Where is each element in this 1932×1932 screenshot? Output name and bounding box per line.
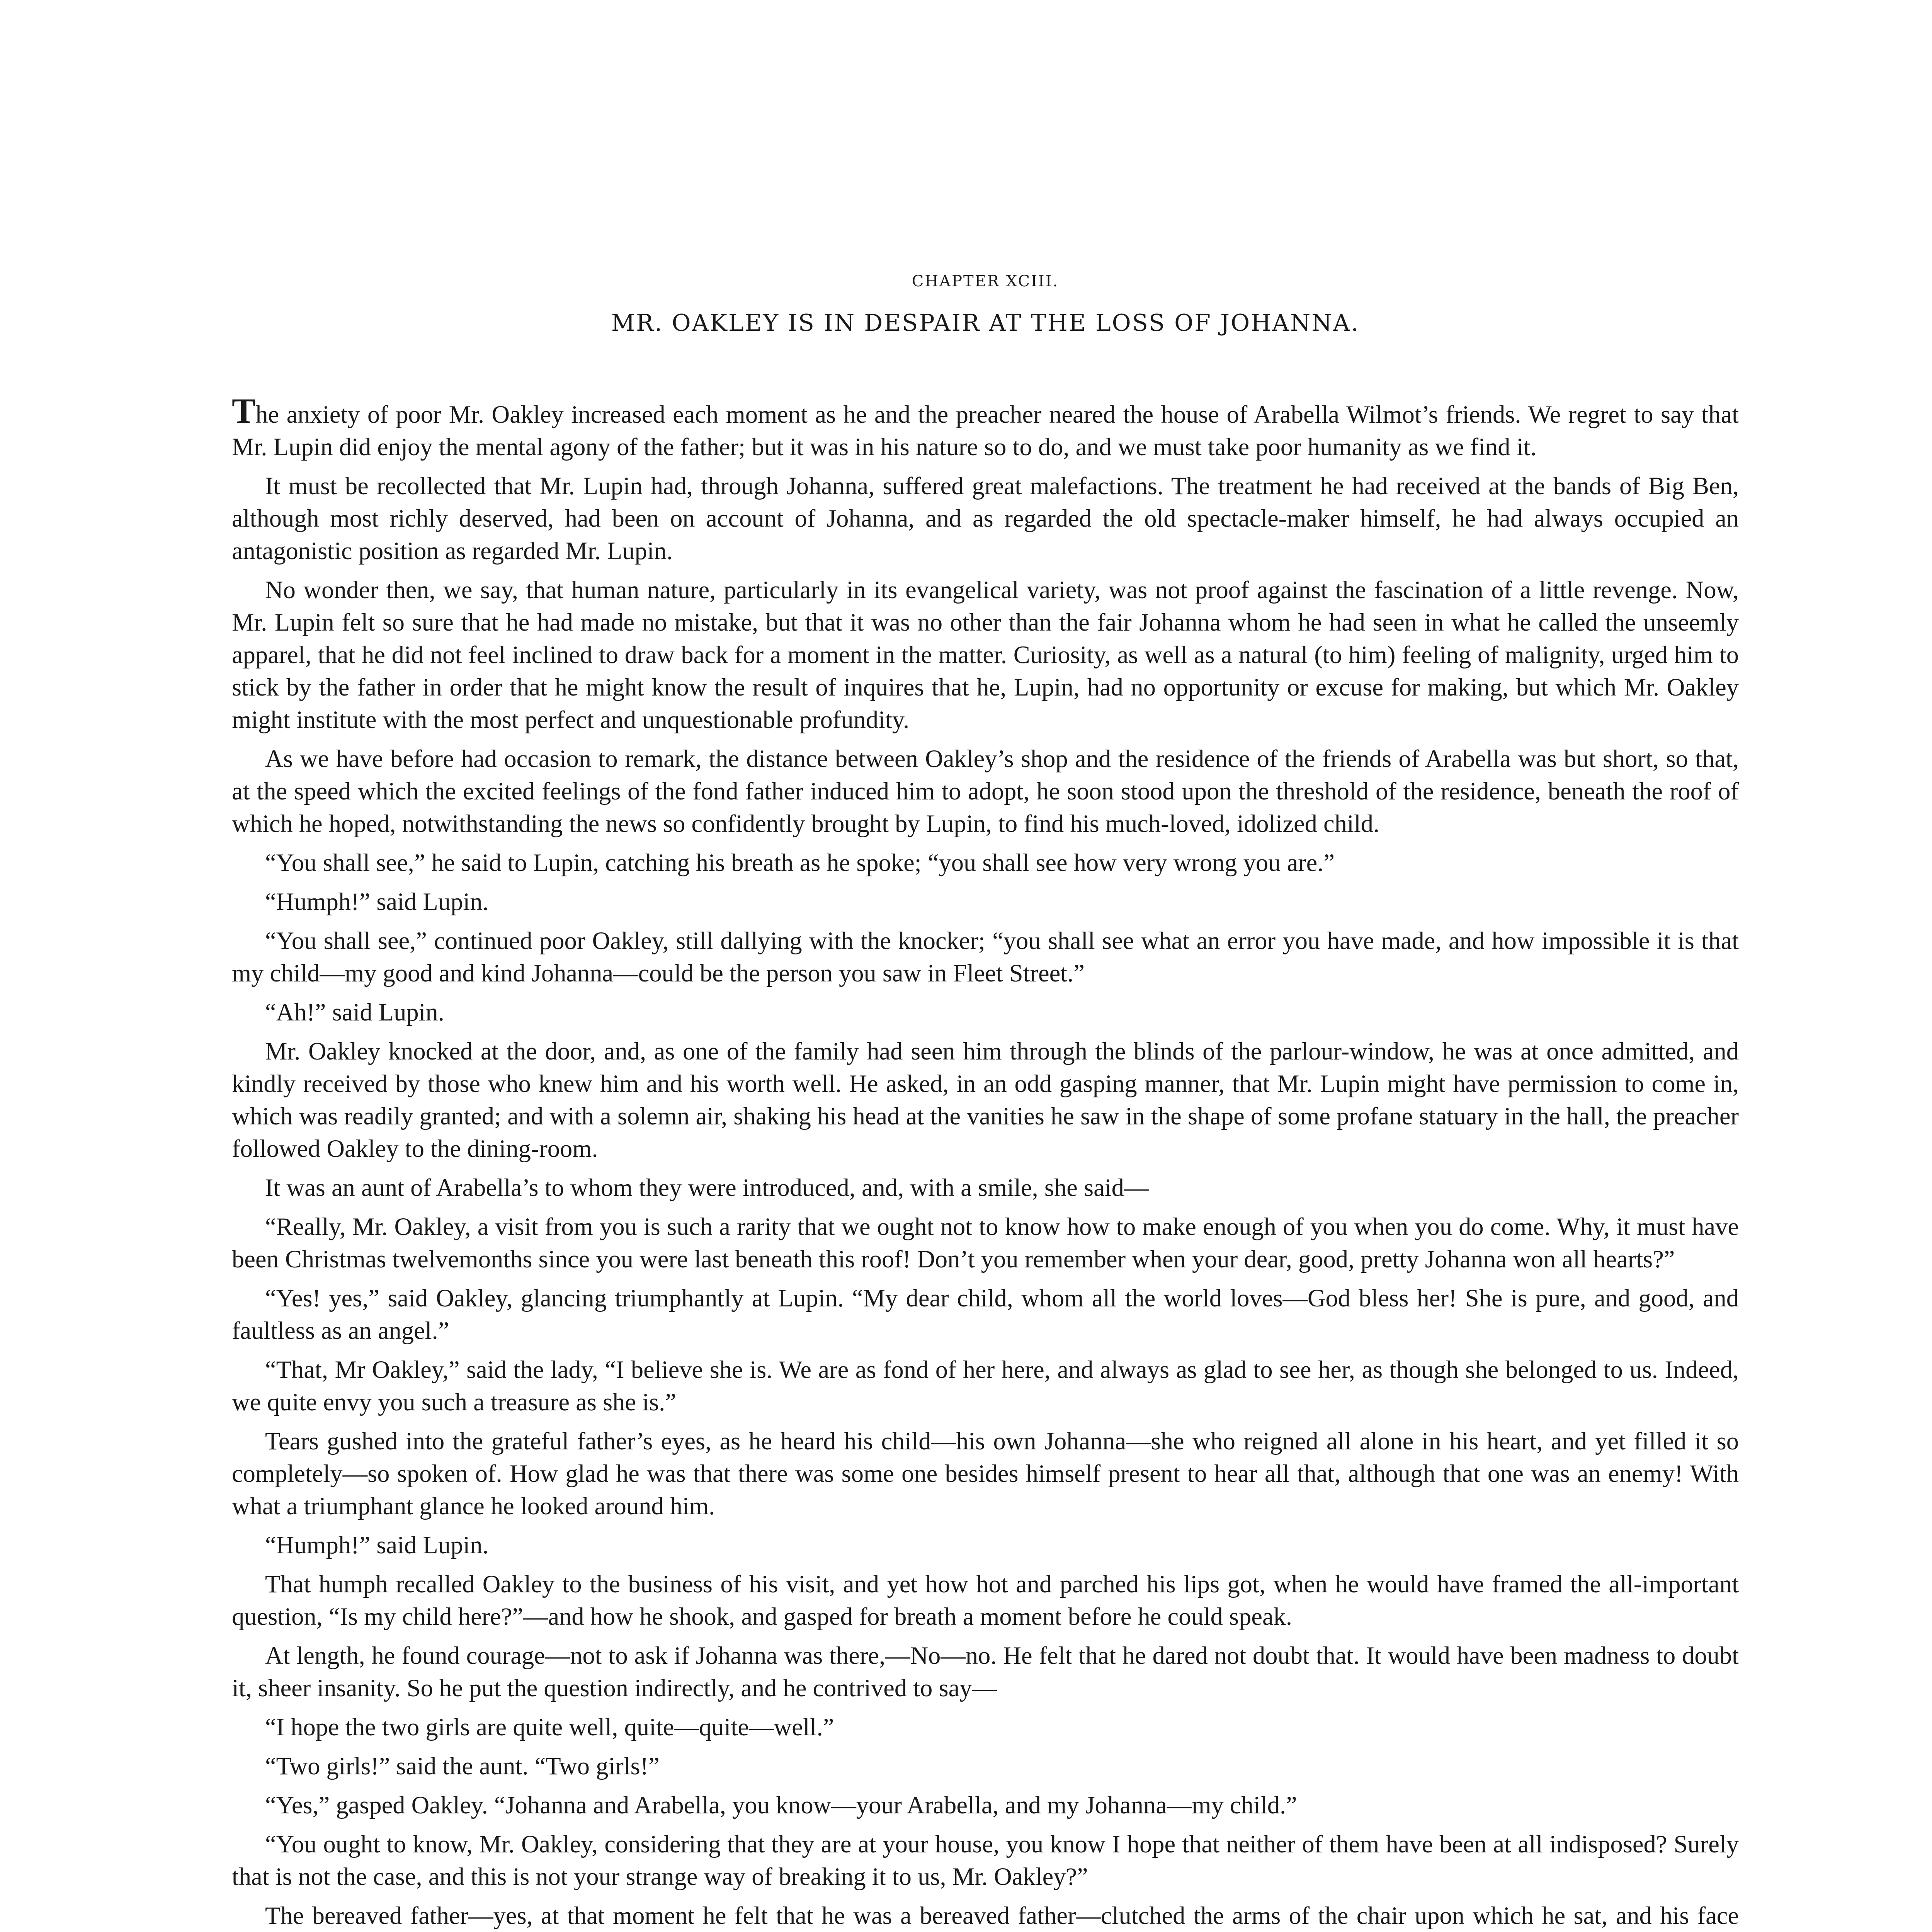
book-page <box>232 272 1739 1932</box>
paragraph-3: No wonder then, we say, that human nature, particularly in its evangelical variety, was not proof against the fascination of a little revenge. Now, Mr. Lupin felt so sure that he had made no mistake, but that it was no other than the fair Johanna whom he had seen in what he called the unseemly apparel, that he did not feel inclined to draw back for a moment in the matter. Curiosity, as well as a natural (to him) feeling of malignity, urged him to stick by the father in order that he might know the result of inquires that he, Lupin, had no opportunity or excuse for making, but which Mr. Oakley might institute with the most perfect and unquestionable profundity. <box>232 576 1739 733</box>
paragraph-8: “Ah!” said Lupin. <box>265 998 444 1026</box>
paragraph-16: That humph recalled Oakley to the business of his visit, and yet how hot and parched his lips got, when he would have framed the all-important question, “Is my child here?”—and how he shook, and gasped for breath a moment before he could speak. <box>232 1570 1739 1630</box>
paragraph-22: The bereaved father—yes, at that moment he felt that he was a bereaved father—clutched the arms of the chair upon which he sat, and his face <box>265 1902 1739 1929</box>
paragraph-13: “That, Mr Oakley,” said the lady, “I believe she is. We are as fond of her here, and always as glad to see her, as though she belonged to us. Indeed, we quite envy you such a treasure as she is.” <box>232 1356 1739 1416</box>
paragraph-10: It was an aunt of Arabella’s to whom they were introduced, and, with a smile, she said— <box>265 1174 1149 1201</box>
paragraph-20: “Yes,” gasped Oakley. “Johanna and Arabella, you know—your Arabella, and my Johanna—my child.” <box>265 1791 1297 1819</box>
paragraph-12: “Yes! yes,” said Oakley, glancing triumphantly at Lupin. “My dear child, whom all the world loves—God bless her! She is pure, and good, and faultless as an angel.” <box>232 1284 1739 1344</box>
paragraph-1 <box>232 391 1739 463</box>
paragraph-11: “Really, Mr. Oakley, a visit from you is such a rarity that we ought not to know how to make enough of you when you do come. Why, it must have been Christmas twelvemonths since you were last beneath this roof! Don’t you remember when your dear, good, pretty Johanna won all hearts?” <box>232 1213 1739 1273</box>
paragraph-18: “I hope the two girls are quite well, quite—quite—well.” <box>265 1713 834 1741</box>
paragraph-19: “Two girls!” said the aunt. “Two girls!” <box>265 1752 660 1780</box>
drop-cap-letter: T <box>232 391 256 430</box>
paragraph-15: “Humph!” said Lupin. <box>265 1531 489 1559</box>
paragraph-6: “Humph!” said Lupin. <box>265 888 489 915</box>
paragraph-17: At length, he found courage—not to ask if Johanna was there,—No—no. He felt that he dared not doubt that. It would have been madness to doubt it, sheer insanity. So he put the question indirectly, and he contrived to say— <box>232 1642 1739 1702</box>
chapter-body <box>232 391 1739 1932</box>
paragraph-21: “You ought to know, Mr. Oakley, considering that they are at your house, you know I hope that neither of them have been at all indisposed? Surely that is not the case, and this is not your strange way of breaking it to us, Mr. Oakley?” <box>232 1830 1739 1890</box>
paragraph-2: It must be recollected that Mr. Lupin had, through Johanna, suffered great malefactions. The treatment he had received at the bands of Big Ben, although most richly deserved, had been on account of Johanna, and as regarded the old spectacle-maker himself, he had always occupied an antagonistic position as regarded Mr. Lupin. <box>232 472 1739 565</box>
chapter-number: CHAPTER XCIII. <box>912 272 1059 290</box>
paragraph-1-text: he anxiety of poor Mr. Oakley increased each moment as he and the preacher neared the house of Arabella Wilmot’s friends. We regret to say that Mr. Lupin did enjoy the mental agony of the father; but it was in his nature so to do, and we must take poor humanity as we find it. <box>232 401 1739 461</box>
chapter-title: MR. OAKLEY IS IN DESPAIR AT THE LOSS OF JOHANNA. <box>611 310 1360 337</box>
paragraph-7: “You shall see,” continued poor Oakley, still dallying with the knocker; “you shall see what an error you have made, and how impossible it is that my child—my good and kind Johanna—could be the person you saw in Fleet Street.” <box>232 927 1739 987</box>
paragraph-9: Mr. Oakley knocked at the door, and, as one of the family had seen him through the blinds of the parlour-window, he was at once admitted, and kindly received by those who knew him and his worth well. He asked, in an odd gasping manner, that Mr. Lupin might have permission to come in, which was readily granted; and with a solemn air, shaking his head at the vanities he saw in the shape of some profane statuary in the hall, the preacher followed Oakley to the dining-room. <box>232 1037 1739 1162</box>
paragraph-4: As we have before had occasion to remark, the distance between Oakley’s shop and the residence of the friends of Arabella was but short, so that, at the speed which the excited feelings of the fond father induced him to adopt, he soon stood upon the threshold of the residence, beneath the roof of which he hoped, notwithstanding the news so confidently brought by Lupin, to find his much-loved, idolized child. <box>232 745 1739 837</box>
paragraph-5: “You shall see,” he said to Lupin, catching his breath as he spoke; “you shall see how very wrong you are.” <box>265 849 1335 876</box>
paragraph-14: Tears gushed into the grateful father’s eyes, as he heard his child—his own Johanna—she who reigned all alone in his heart, and yet filled it so completely—so spoken of. How glad he was that there was some one besides himself present to hear all that, although that one was an enemy! With what a triumphant glance he looked around him. <box>232 1427 1739 1520</box>
